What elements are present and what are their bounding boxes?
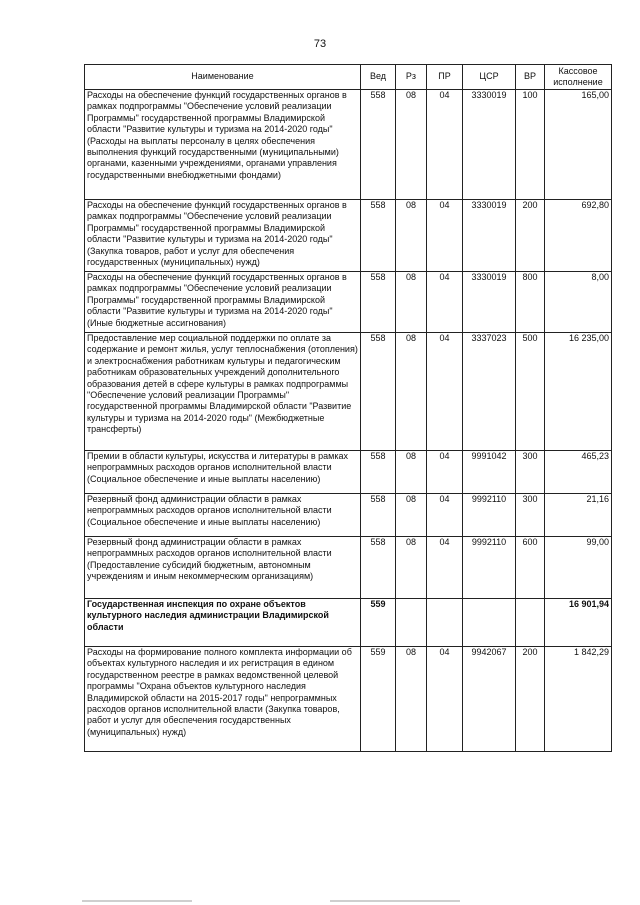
row-rz-cell [396, 599, 427, 647]
row-vr-cell: 300 [516, 451, 545, 494]
table-header-row [85, 65, 612, 90]
row-ved-cell: 558 [361, 272, 396, 333]
row-csr-cell: 3330019 [463, 90, 516, 200]
row-rz-cell: 08 [396, 333, 427, 451]
row-amount-cell: 16 235,00 [545, 333, 612, 451]
row-pr-cell: 04 [427, 200, 463, 272]
row-rz-cell: 08 [396, 537, 427, 599]
row-name-cell: Расходы на обеспечение функций государственных органов в рамках подпрограммы "Обеспечение условий реализации Программы" государственной программы Владимирской области "Развитие культуры и туризма на 2014-2020 годы" (Иные бюджетные ассигнования) [85, 272, 361, 333]
row-ved-cell: 558 [361, 90, 396, 200]
table-row [85, 272, 612, 333]
row-pr-cell: 04 [427, 451, 463, 494]
row-pr-cell: 04 [427, 647, 463, 752]
table-row [85, 451, 612, 494]
row-vr-cell: 600 [516, 537, 545, 599]
row-ved-cell: 559 [361, 647, 396, 752]
row-pr-cell: 04 [427, 333, 463, 451]
column-header-csr: ЦСР [463, 65, 516, 90]
row-rz-cell: 08 [396, 494, 427, 537]
table-row [85, 537, 612, 599]
row-vr-cell: 200 [516, 200, 545, 272]
row-name-cell: Расходы на обеспечение функций государственных органов в рамках подпрограммы "Обеспечение условий реализации Программы" государственной программы Владимирской области "Развитие культуры и туризма на 2014-2020 годы" (Расходы на выплаты персоналу в целях обеспечения выполнения функций государственными (муниципальными) органами, казенными учреждениями, органами управления государственными внебюджетными фондами) [85, 90, 361, 200]
row-amount-cell: 21,16 [545, 494, 612, 537]
budget-execution-table [84, 64, 612, 752]
scan-mark [330, 900, 460, 902]
row-csr-cell: 3330019 [463, 200, 516, 272]
row-amount-cell: 165,00 [545, 90, 612, 200]
row-ved-cell: 558 [361, 333, 396, 451]
column-header-rz: Рз [396, 65, 427, 90]
table-row [85, 599, 612, 647]
row-rz-cell: 08 [396, 200, 427, 272]
table-row [85, 333, 612, 451]
row-name-cell: Расходы на формирование полного комплекта информации об объектах культурного наследия и их регистрация в едином государственном реестре в рамках ведомственной целевой программы "Охрана объектов культурного наследия Владимирской области на 2015-2017 годы" непрограммных расходов органов исполнительной власти (Закупка товаров, работ и услуг для обеспечения государственных (муниципальных) нужд) [85, 647, 361, 752]
row-ved-cell: 558 [361, 494, 396, 537]
row-vr-cell: 800 [516, 272, 545, 333]
row-pr-cell: 04 [427, 494, 463, 537]
row-vr-cell: 100 [516, 90, 545, 200]
row-csr-cell: 9991042 [463, 451, 516, 494]
row-amount-cell: 99,00 [545, 537, 612, 599]
table-row [85, 200, 612, 272]
page-number: 73 [313, 38, 327, 50]
table-row [85, 90, 612, 200]
column-header-amount: Кассовое исполнение [545, 65, 612, 90]
row-vr-cell: 500 [516, 333, 545, 451]
row-rz-cell: 08 [396, 647, 427, 752]
row-vr-cell [516, 599, 545, 647]
column-header-name: Наименование [85, 65, 361, 90]
row-amount-cell: 8,00 [545, 272, 612, 333]
row-csr-cell: 9992110 [463, 537, 516, 599]
row-name-cell: Расходы на обеспечение функций государственных органов в рамках подпрограммы "Обеспечение условий реализации Программы" государственной программы Владимирской области "Развитие культуры и туризма на 2014-2020 годы" (Закупка товаров, работ и услуг для обеспечения государственных (муниципальных) нужд) [85, 200, 361, 272]
row-amount-cell: 465,23 [545, 451, 612, 494]
row-ved-cell: 559 [361, 599, 396, 647]
row-rz-cell: 08 [396, 451, 427, 494]
row-pr-cell [427, 599, 463, 647]
scan-mark [82, 900, 192, 902]
row-name-cell: Премии в области культуры, искусства и литературы в рамках непрограммных расходов органов исполнительной власти (Социальное обеспечение и иные выплаты населению) [85, 451, 361, 494]
row-ved-cell: 558 [361, 200, 396, 272]
row-vr-cell: 300 [516, 494, 545, 537]
row-name-cell: Государственная инспекция по охране объектов культурного наследия администрации Владимирской области [85, 599, 361, 647]
row-pr-cell: 04 [427, 90, 463, 200]
row-csr-cell: 3330019 [463, 272, 516, 333]
column-header-pr: ПР [427, 65, 463, 90]
row-ved-cell: 558 [361, 451, 396, 494]
column-header-vr: ВР [516, 65, 545, 90]
row-amount-cell: 16 901,94 [545, 599, 612, 647]
row-name-cell: Резервный фонд администрации области в рамках непрограммных расходов органов исполнительной власти (Предоставление субсидий бюджетным, автономным учреждениям и иным некоммерческим организациям) [85, 537, 361, 599]
table-row [85, 494, 612, 537]
row-ved-cell: 558 [361, 537, 396, 599]
row-csr-cell: 9992110 [463, 494, 516, 537]
row-pr-cell: 04 [427, 537, 463, 599]
table-row [85, 647, 612, 752]
row-amount-cell: 1 842,29 [545, 647, 612, 752]
row-pr-cell: 04 [427, 272, 463, 333]
row-csr-cell: 9942067 [463, 647, 516, 752]
row-name-cell: Резервный фонд администрации области в рамках непрограммных расходов органов исполнительной власти (Социальное обеспечение и иные выплаты населению) [85, 494, 361, 537]
row-csr-cell [463, 599, 516, 647]
column-header-ved: Вед [361, 65, 396, 90]
row-vr-cell: 200 [516, 647, 545, 752]
row-rz-cell: 08 [396, 90, 427, 200]
row-amount-cell: 692,80 [545, 200, 612, 272]
row-rz-cell: 08 [396, 272, 427, 333]
row-csr-cell: 3337023 [463, 333, 516, 451]
row-name-cell: Предоставление мер социальной поддержки по оплате за содержание и ремонт жилья, услуг теплоснабжения (отопления) и электроснабжения работникам культуры и педагогическим работникам образовательных учреждений дополнительного образования детей в сфере культуры в рамках подпрограммы "Обеспечение условий реализации Программы" государственной программы Владимирской области "Развитие культуры и туризма на 2014-2020 годы" (Межбюджетные трансферты) [85, 333, 361, 451]
